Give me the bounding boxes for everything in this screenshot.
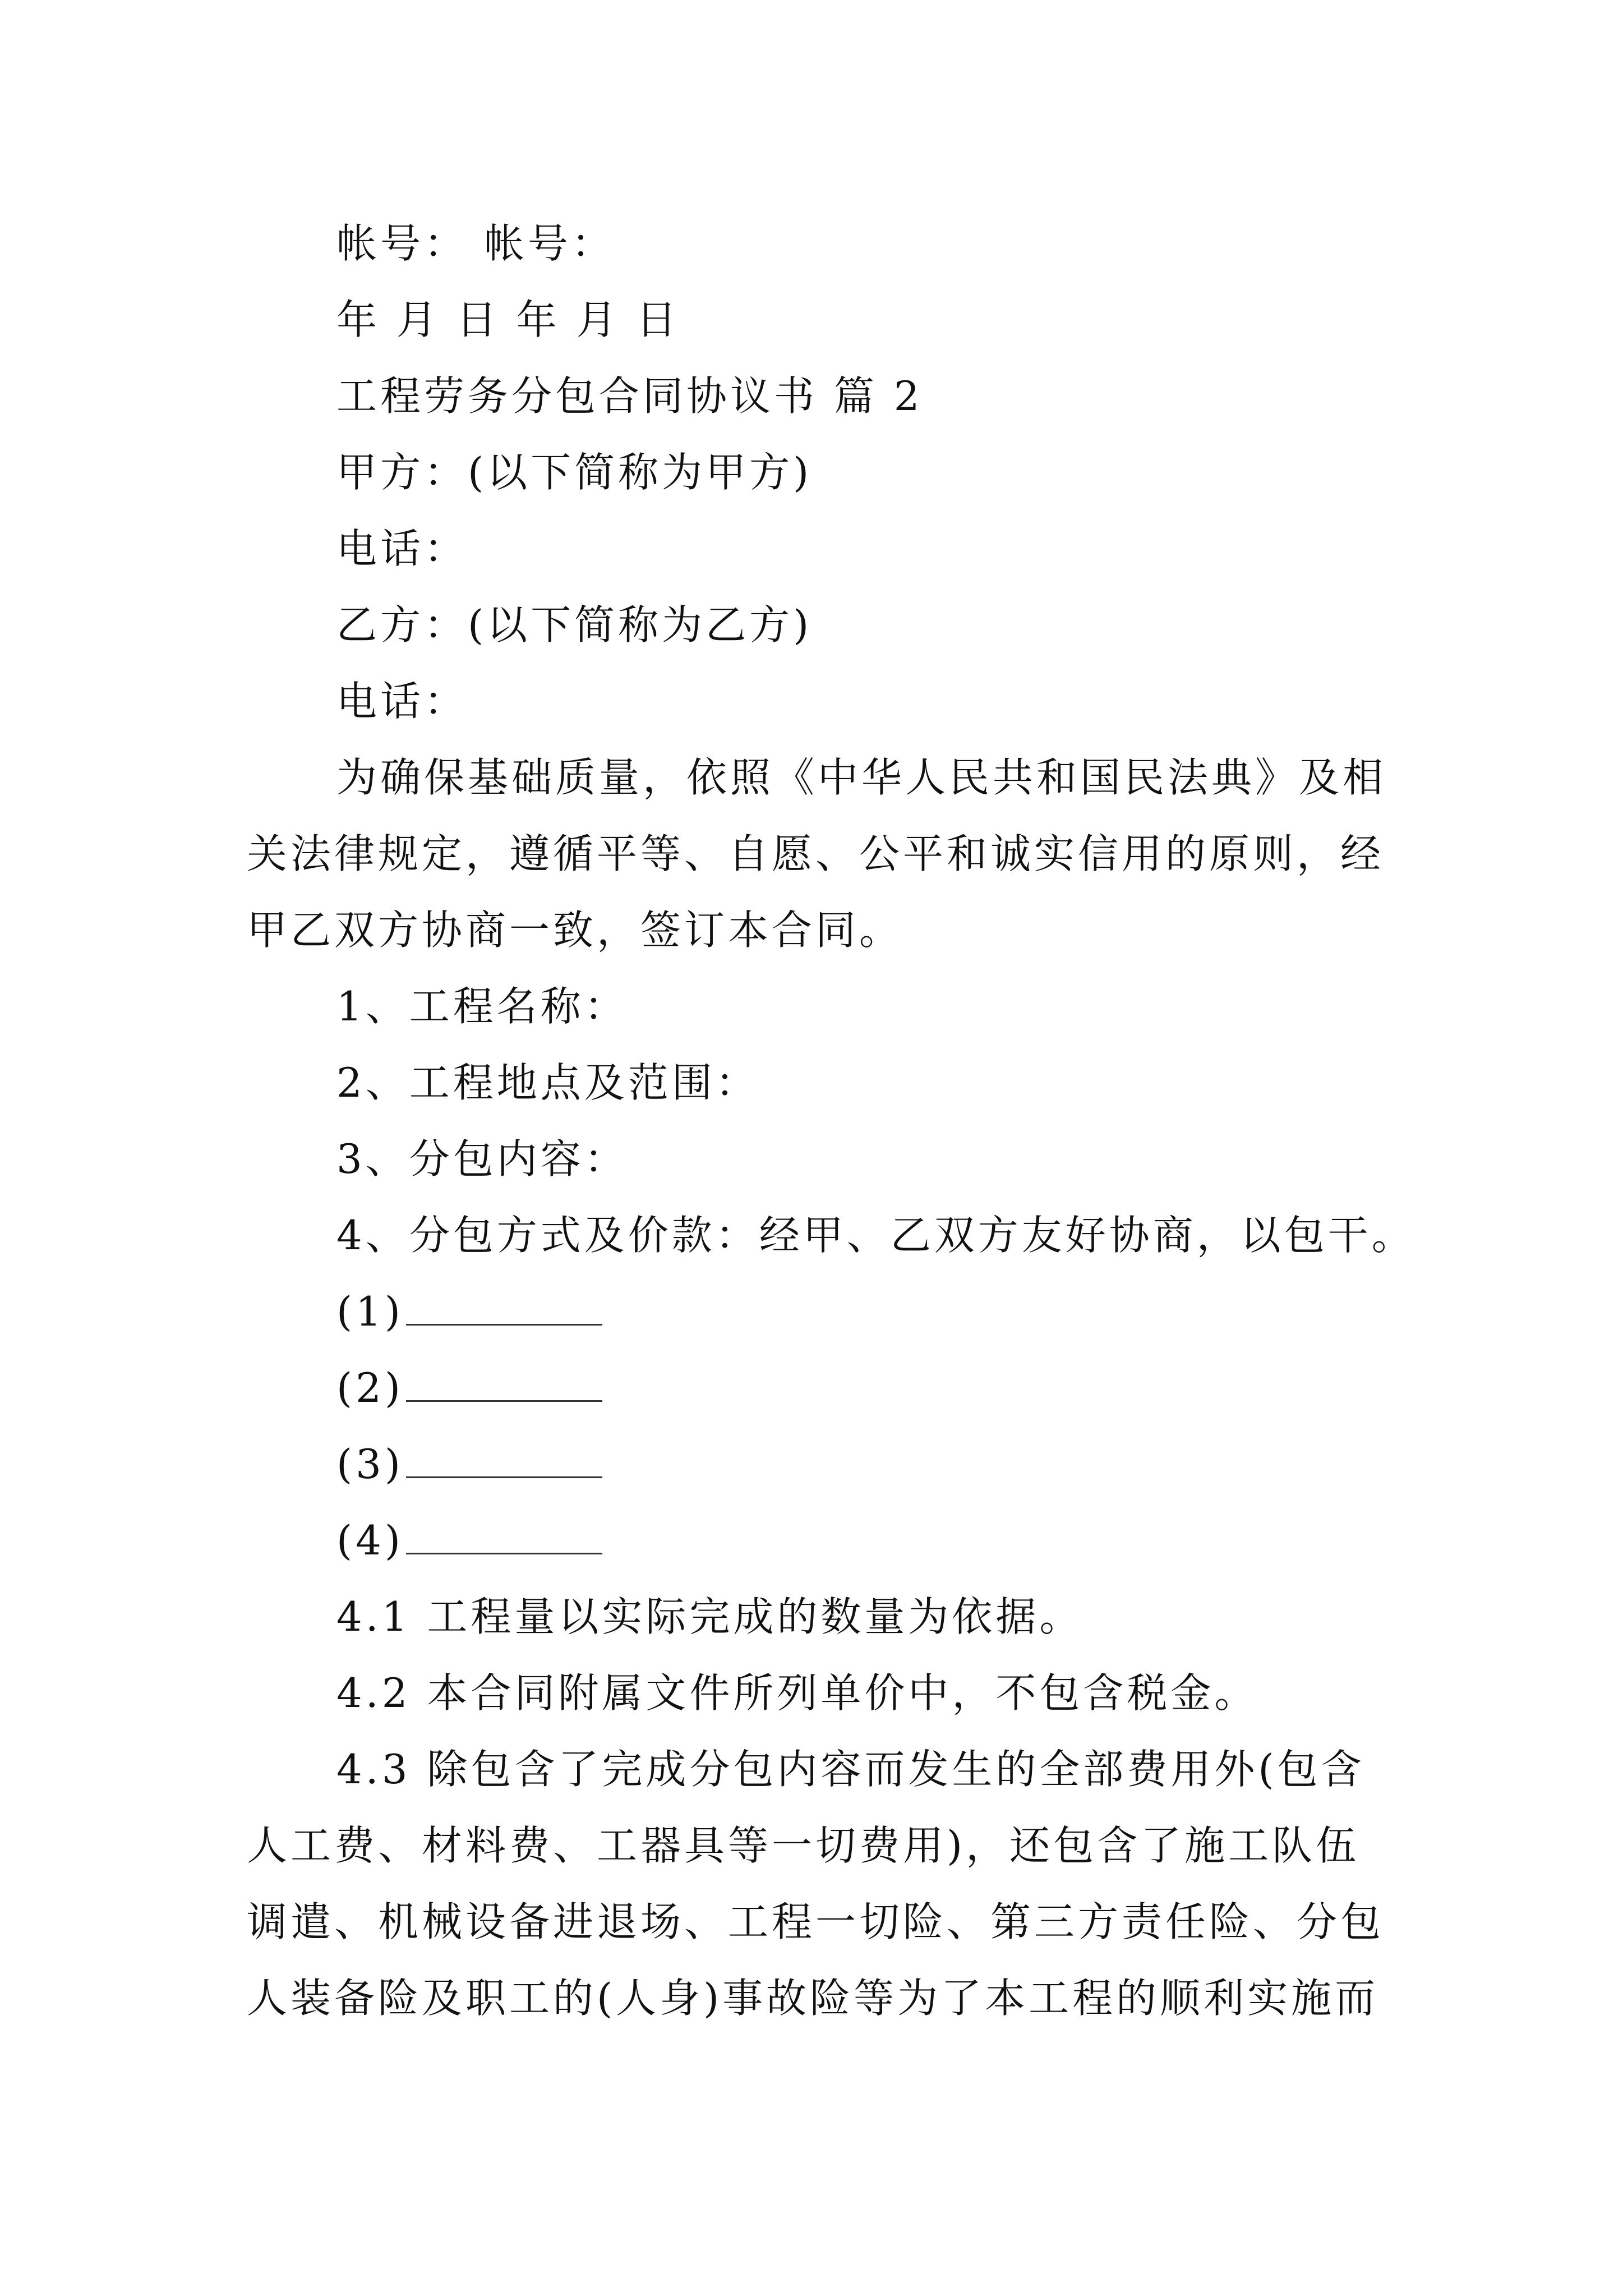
clause-4-3-line-3: 调遣、机械设备进退场、工程一切险、第三方责任险、分包 [247,1898,1385,1945]
clause-1-project-name: 1、工程名称： [336,983,628,1030]
party-a-phone: 电话： [336,525,468,572]
party-b-line: 乙方：(以下简称为乙方) [336,601,813,648]
date-line: 年 月 日 年 月 日 [336,296,680,343]
clause-2-location-scope: 2、工程地点及范围： [336,1059,759,1106]
blank-item-2 [336,1364,602,1411]
blank-item-label: (4) [336,1517,404,1564]
clause-4-1: 4.1 工程量以实际完成的数量为依据。 [336,1593,1083,1640]
preamble-line-1: 为确保基础质量，依照《中华人民共和国民法典》及相 [336,754,1387,801]
document-title: 工程劳务分包合同协议书 篇 2 [336,372,923,420]
fill-in-blank [406,1445,602,1478]
preamble-line-2: 关法律规定，遵循平等、自愿、公平和诚实信用的原则，经 [247,830,1385,877]
fill-in-blank [406,1521,602,1554]
blank-item-4 [336,1517,602,1564]
clause-4-3-line-1: 4.3 除包含了完成分包内容而发生的全部费用外(包含 [336,1746,1365,1793]
clause-4-3-line-4: 人装备险及职工的(人身)事故险等为了本工程的顺利实施而 [247,1975,1379,2022]
clause-4-3-line-2: 人工费、材料费、工器具等一切费用)，还包含了施工队伍 [247,1822,1360,1869]
blank-item-3 [336,1441,602,1488]
clause-4-method-price: 4、分包方式及价款：经甲、乙双方友好协商，以包干。 [336,1212,1415,1259]
clause-4-2: 4.2 本合同附属文件所列单价中，不包含税金。 [336,1669,1258,1717]
party-a-line: 甲方：(以下简称为甲方) [336,449,813,496]
fill-in-blank [406,1369,602,1402]
party-b-phone: 电话： [336,678,468,725]
blank-item-label: (1) [336,1288,404,1335]
blank-item-label: (2) [336,1364,404,1411]
account-line: 帐号： 帐号： [336,220,615,267]
clause-3-subcontract-content: 3、分包内容： [336,1135,628,1182]
preamble-line-3: 甲乙双方协商一致，签订本合同。 [247,907,903,954]
blank-item-1 [336,1288,602,1335]
blank-item-label: (3) [336,1441,404,1488]
fill-in-blank [406,1292,602,1326]
